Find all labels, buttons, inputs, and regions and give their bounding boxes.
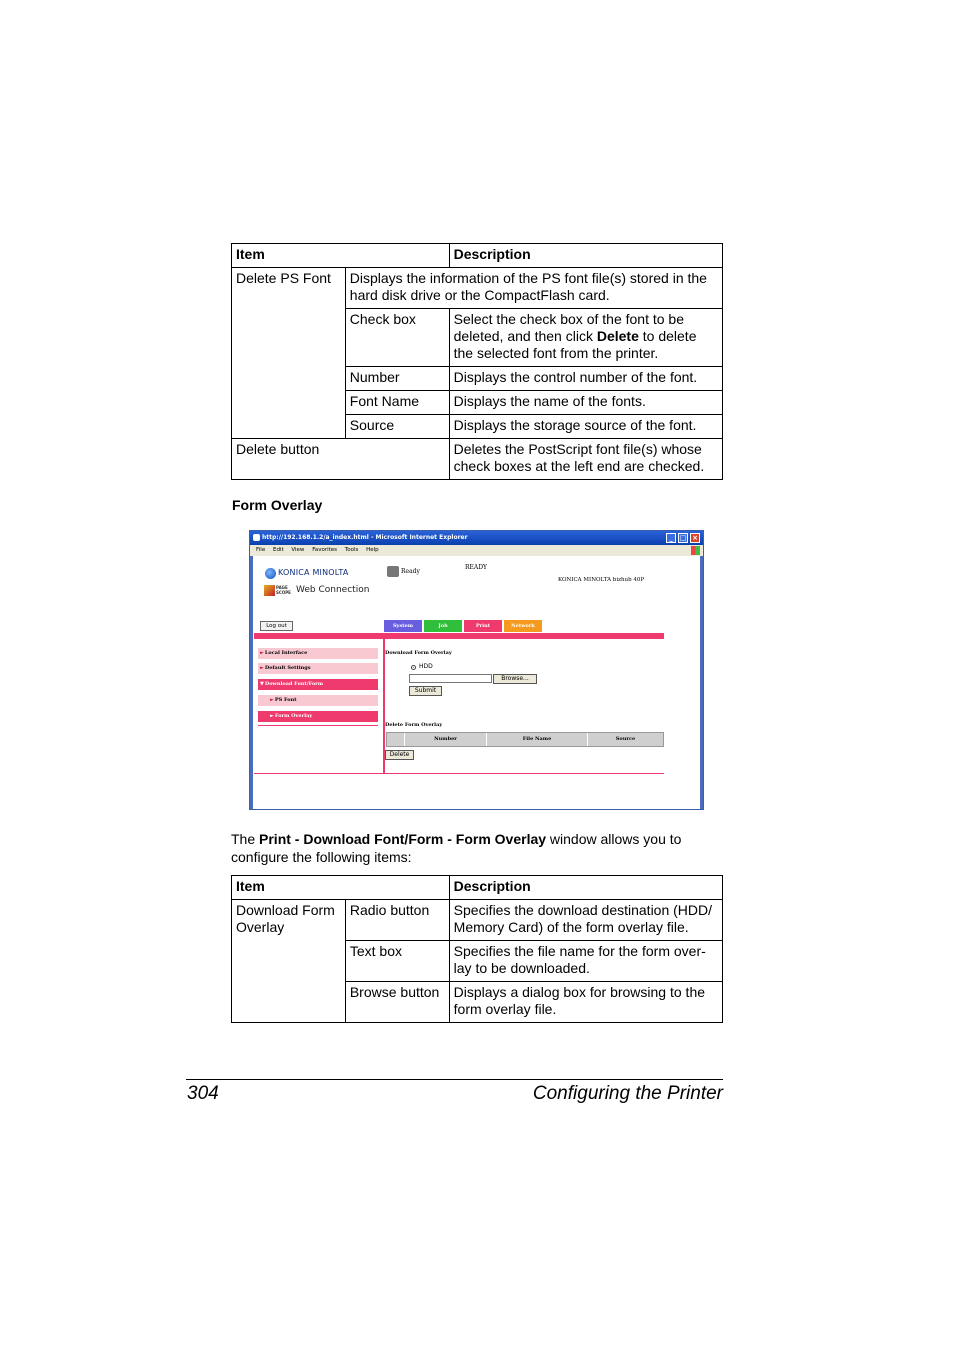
window-frame-right: [700, 556, 703, 810]
printer-icon: [387, 566, 399, 577]
hdd-radio[interactable]: [411, 665, 416, 670]
menu-divider: [258, 725, 378, 726]
window-title: http://192.168.1.2/a_index.html - Microsoft Internet Explorer: [262, 534, 468, 541]
sub-desc: Specifies the download destination (HDD/ Memory Card) of the form overlay file.: [449, 900, 722, 941]
tab-network[interactable]: Network: [504, 620, 542, 632]
nav-bar: [254, 633, 664, 639]
hdd-label: HDD: [419, 663, 433, 670]
sub-desc: Select the check box of the font to be deleted, and then click Delete to delete the selected font from the printer.: [449, 309, 722, 367]
sub-item: Number: [345, 367, 449, 391]
sub-desc: Displays the control number of the font.: [449, 367, 722, 391]
sub-desc: Specifies the file name for the form over- lay to be downloaded.: [449, 941, 722, 982]
pagescope-icon: [264, 585, 275, 596]
sub-item: Browse button: [345, 982, 449, 1023]
item-delete-button: Delete button: [232, 439, 450, 480]
header-description: Description: [449, 876, 722, 900]
menu-local-interface[interactable]: ►Local Interface: [258, 648, 378, 659]
logout-button[interactable]: Log out: [260, 621, 293, 631]
menu-ps-font[interactable]: ►PS Font: [258, 695, 378, 706]
form-overlay-table: [231, 875, 723, 1023]
sub-item: Check box: [345, 309, 449, 367]
download-form-overlay-heading: Download Form Overlay: [385, 650, 452, 656]
sub-item: Radio button: [345, 900, 449, 941]
delete-form-overlay-heading: Delete Form Overlay: [385, 722, 443, 728]
section-title: Form Overlay: [232, 497, 323, 513]
close-icon[interactable]: ×: [690, 533, 700, 543]
column-file-name: File Name: [487, 733, 588, 746]
header-item: Item: [232, 876, 450, 900]
chapter-title: Configuring the Printer: [532, 1083, 723, 1104]
item-delete-ps-font: Delete PS Font: [232, 268, 346, 439]
sub-desc: Displays the storage source of the font.: [449, 415, 722, 439]
printer-status: Ready: [401, 568, 420, 575]
menu-bar: [250, 545, 703, 556]
column-source: Source: [588, 733, 663, 746]
window-frame-left: [250, 556, 253, 810]
window-titlebar: [250, 531, 703, 545]
browse-button[interactable]: Browse...: [493, 674, 537, 684]
maximize-icon[interactable]: □: [679, 534, 687, 542]
menu-favorites[interactable]: Favorites: [312, 547, 338, 553]
sub-desc: Displays the name of the fonts.: [449, 391, 722, 415]
sub-item: Text box: [345, 941, 449, 982]
bottom-divider: [254, 773, 664, 774]
column-number: Number: [405, 733, 487, 746]
description-paragraph: The Print - Download Font/Form - Form Overlay window allows you to configure the following items:: [231, 831, 682, 865]
menu-download-font-form[interactable]: ▼Download Font/Form: [258, 679, 378, 690]
konica-logo-icon: [265, 568, 276, 579]
checkbox-column: [387, 733, 405, 746]
browser-screenshot: [249, 530, 704, 810]
delete-button-desc: Deletes the PostScript font file(s) whose check boxes at the left end are checked.: [449, 439, 722, 480]
header-item: Item: [232, 244, 450, 268]
submit-button[interactable]: Submit: [409, 686, 442, 696]
tab-print[interactable]: Print: [464, 620, 502, 632]
ready-label: READY: [465, 564, 488, 571]
item-download-form-overlay: Download Form Overlay: [232, 900, 346, 1023]
menu-file[interactable]: File: [256, 547, 266, 553]
overlay-list-header: [386, 732, 664, 747]
model-name: KONICA MINOLTA bizhub 40P: [558, 577, 645, 583]
sub-item: Source: [345, 415, 449, 439]
footer-rule: [186, 1079, 723, 1080]
menu-default-settings[interactable]: ►Default Settings: [258, 663, 378, 674]
tab-system[interactable]: System: [384, 620, 422, 632]
header-description: Description: [449, 244, 722, 268]
sub-item: Font Name: [345, 391, 449, 415]
ie-icon: [253, 534, 260, 541]
delete-ps-font-table: [231, 243, 723, 480]
windows-logo-icon: [691, 546, 700, 555]
page-number: 304: [187, 1083, 219, 1104]
brand-name: KONICA MINOLTA: [278, 568, 349, 577]
menu-tools[interactable]: Tools: [344, 547, 359, 553]
menu-edit[interactable]: Edit: [272, 547, 284, 553]
minimize-icon[interactable]: _: [666, 533, 676, 543]
file-textbox[interactable]: [409, 674, 492, 683]
sub-desc: Displays a dialog box for browsing to the form overlay file.: [449, 982, 722, 1023]
menu-form-overlay[interactable]: ►Form Overlay: [258, 711, 378, 722]
menu-help[interactable]: Help: [366, 547, 379, 553]
delete-button[interactable]: Delete: [385, 750, 414, 760]
tab-job[interactable]: Job: [424, 620, 462, 632]
web-connection-label: Web Connection: [296, 585, 370, 595]
delete-ps-font-desc: Displays the information of the PS font file(s) stored in the hard disk drive or the CompactFlash card.: [345, 268, 722, 309]
menu-view[interactable]: View: [291, 547, 305, 553]
pagescope-label: PAGE SCOPE: [276, 585, 291, 595]
